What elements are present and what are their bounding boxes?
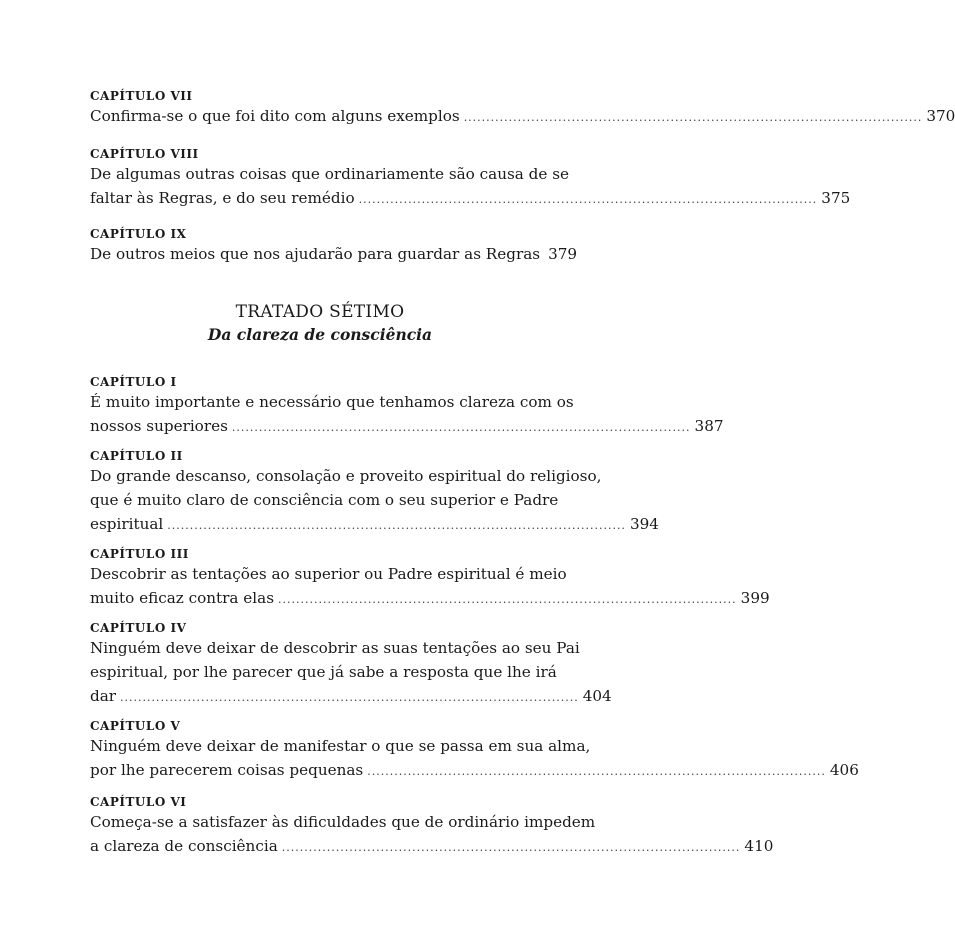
toc-line-last	[90, 758, 859, 782]
dot-leader: ......................................................................................................	[281, 841, 741, 854]
treatise-heading	[90, 300, 550, 346]
chapter-title-line: Ninguém deve deixar de descobrir as suas tentações ao seu Pai	[90, 639, 580, 657]
toc-line-last	[90, 684, 612, 708]
chapter-label: CAPÍTULO III	[90, 547, 189, 561]
chapter-label: CAPÍTULO II	[90, 449, 183, 463]
chapter-label: CAPÍTULO VI	[90, 795, 187, 809]
page-number: 404	[582, 687, 612, 705]
chapter-title: muito eficaz contra elas	[90, 589, 274, 607]
toc-entry	[90, 374, 724, 438]
treatise-title: TRATADO SÉTIMO	[235, 302, 405, 322]
toc-entry	[90, 146, 851, 210]
chapter-title: De outros meios que nos ajudarão para guardar as Regras	[90, 245, 541, 263]
chapter-label: CAPÍTULO I	[90, 375, 177, 389]
page-number: 406	[829, 761, 859, 779]
toc-entry	[90, 448, 659, 536]
chapter-title-line: que é muito claro de consciência com o seu superior e Padre	[90, 491, 559, 509]
toc-entry	[90, 718, 859, 782]
chapter-title-line: Descobrir as tentações ao superior ou Padre espiritual é meio	[90, 565, 567, 583]
chapter-label: CAPÍTULO IX	[90, 227, 187, 241]
dot-leader: ......................................................................................................	[367, 765, 826, 778]
chapter-title-line: Ninguém deve deixar de manifestar o que se passa em sua alma,	[90, 737, 591, 755]
toc-entry	[90, 794, 774, 858]
chapter-title: espiritual	[90, 515, 164, 533]
toc-line-last	[90, 586, 770, 610]
toc-entry	[90, 226, 578, 266]
toc-line-last	[90, 242, 578, 266]
page-number: 370	[926, 107, 955, 125]
chapter-title: dar	[90, 687, 117, 705]
chapter-title: a clareza de consciência	[90, 837, 278, 855]
dot-leader: ......................................................................................................	[231, 421, 691, 434]
dot-leader: ......................................................................................................	[120, 691, 579, 704]
chapter-title-line: Do grande descanso, consolação e proveito espiritual do religioso,	[90, 467, 602, 485]
toc-entry	[90, 620, 612, 708]
toc-line-last	[90, 414, 724, 438]
toc-entry	[90, 88, 955, 128]
toc-entry	[90, 546, 770, 610]
page-number: 394	[629, 515, 659, 533]
chapter-label: CAPÍTULO V	[90, 719, 181, 733]
chapter-label: CAPÍTULO VII	[90, 89, 193, 103]
dot-leader: ......................................................................................................	[278, 593, 737, 606]
toc-line-last	[90, 104, 955, 128]
page-number: 410	[744, 837, 774, 855]
dot-leader: ......................................................................................................	[358, 193, 818, 206]
chapter-title: por lhe parecerem coisas pequenas	[90, 761, 364, 779]
chapter-title-line: É muito importante e necessário que tenhamos clareza com os	[90, 393, 574, 411]
chapter-title: nossos superiores	[90, 417, 228, 435]
toc-line-last	[90, 186, 851, 210]
chapter-label: CAPÍTULO VIII	[90, 147, 199, 161]
toc-line-last	[90, 512, 659, 536]
page-number: 375	[821, 189, 851, 207]
treatise-subtitle: Da clareza de consciência	[207, 325, 433, 344]
page-number: 379	[548, 245, 578, 263]
page-number: 387	[694, 417, 724, 435]
chapter-title-line: espiritual, por lhe parecer que já sabe a resposta que lhe irá	[90, 663, 557, 681]
chapter-title-line: De algumas outras coisas que ordinariamente são causa de se	[90, 165, 569, 183]
chapter-title-line: Começa-se a satisfazer às dificuldades que de ordinário impedem	[90, 813, 596, 831]
page-number: 399	[740, 589, 770, 607]
chapter-title: faltar às Regras, e do seu remédio	[90, 189, 355, 207]
dot-leader: ......................................................................................................	[463, 111, 923, 124]
chapter-title: Confirma-se o que foi dito com alguns exemplos	[90, 107, 460, 125]
chapter-label: CAPÍTULO IV	[90, 621, 187, 635]
dot-leader: ......................................................................................................	[167, 519, 626, 532]
toc-line-last	[90, 834, 774, 858]
